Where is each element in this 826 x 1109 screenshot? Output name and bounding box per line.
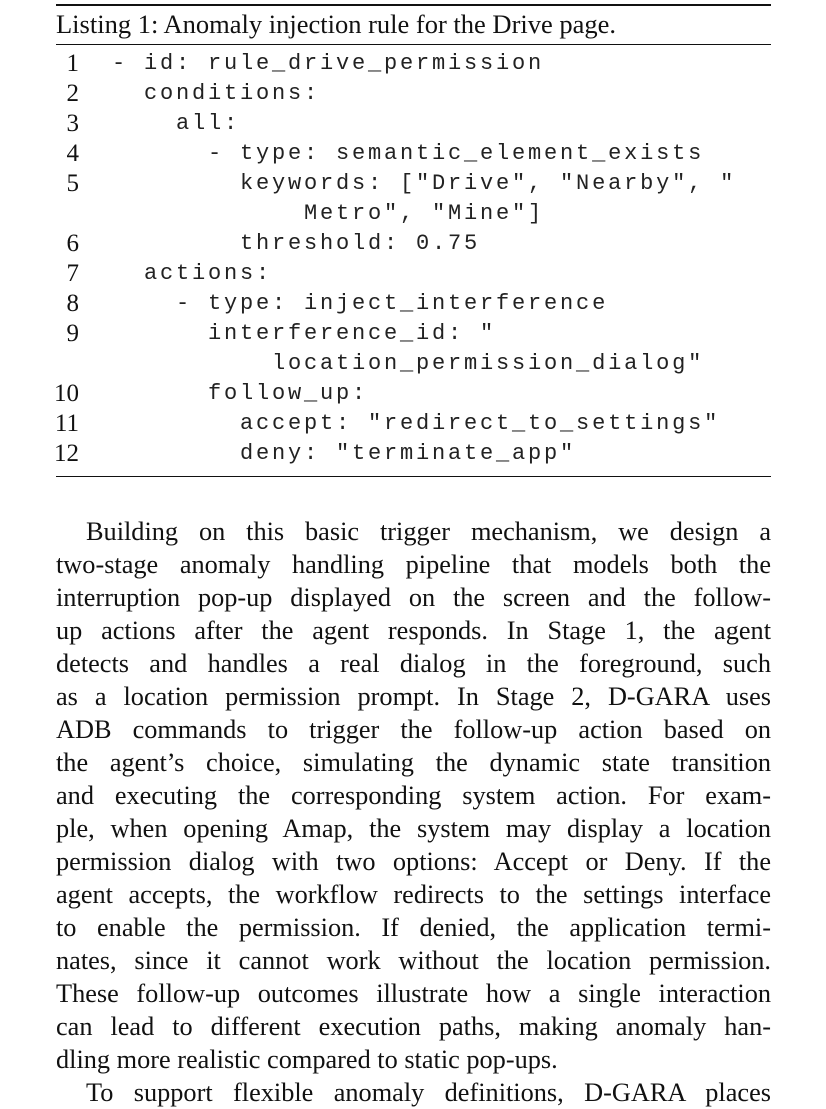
code-text: all: [112, 111, 241, 136]
code-text: keywords: ["Drive", "Nearby", " [112, 171, 737, 196]
code-text: conditions: [112, 81, 321, 106]
code-line [0, 259, 826, 289]
code-text: interference_id: " [112, 321, 497, 346]
line-number: 1 [66, 50, 79, 77]
code-line [0, 49, 826, 79]
code-line [0, 319, 826, 349]
code-text: actions: [112, 261, 273, 286]
line-number: 8 [66, 290, 79, 317]
line-number: 3 [66, 110, 79, 137]
line-number: 9 [66, 320, 79, 347]
code-text: - id: rule_drive_permission [112, 51, 545, 76]
code-text: deny: "terminate_app" [112, 441, 577, 466]
line-number: 2 [66, 80, 79, 107]
paragraph-line: ple, when opening Amap, the system may display a location [56, 814, 771, 843]
paragraph-line: Building on this basic trigger mechanism, we design a [86, 517, 771, 546]
paragraph-line: ADB commands to trigger the follow-up action based on [56, 715, 771, 744]
paragraph-line: as a location permission prompt. In Stage 2, D-GARA uses [56, 682, 771, 711]
paragraph-line: agent accepts, the workflow redirects to the settings interface [56, 880, 771, 909]
code-line [0, 109, 826, 139]
paragraph-line: interruption pop-up displayed on the screen and the follow- [56, 583, 771, 612]
line-number: 4 [66, 140, 79, 167]
line-number: 11 [54, 410, 79, 437]
line-number: 12 [54, 440, 79, 467]
listing-bottom-rule [56, 476, 771, 477]
paragraph-line: the agent’s choice, simulating the dynamic state transition [56, 748, 771, 777]
code-line [0, 229, 826, 259]
paragraph-line: and executing the corresponding system action. For exam- [56, 781, 771, 810]
code-text: - type: semantic_element_exists [112, 141, 705, 166]
code-text: - type: inject_interference [112, 291, 609, 316]
paragraph-line: can lead to different execution paths, making anomaly han- [56, 1012, 771, 1041]
paragraph-line: To support flexible anomaly definitions, D-GARA places [86, 1078, 771, 1107]
code-line [0, 439, 826, 469]
code-line [0, 289, 826, 319]
code-line [0, 409, 826, 439]
code-text: threshold: 0.75 [112, 231, 481, 256]
code-line [0, 79, 826, 109]
code-text: follow_up: [112, 381, 369, 406]
code-line [0, 379, 826, 409]
code-text: location_permission_dialog" [112, 351, 705, 376]
paragraph-line: These follow-up outcomes illustrate how a single interaction [56, 979, 771, 1008]
paragraph-line: nates, since it cannot work without the location permission. [56, 946, 771, 975]
code-text: Metro", "Mine"] [112, 201, 545, 226]
paragraph-line: detects and handles a real dialog in the foreground, such [56, 649, 771, 678]
code-line [0, 139, 826, 169]
code-text: accept: "redirect_to_settings" [112, 411, 721, 436]
listing-caption-rule [56, 44, 771, 45]
paragraph-line: to enable the permission. If denied, the application termi- [56, 913, 771, 942]
paragraph-line: two-stage anomaly handling pipeline that models both the [56, 550, 771, 579]
code-line [0, 169, 826, 199]
line-number: 6 [66, 230, 79, 257]
listing-caption: Listing 1: Anomaly injection rule for the Drive page. [56, 9, 617, 39]
paragraph-line: dling more realistic compared to static pop-ups. [56, 1045, 558, 1074]
code-line [0, 349, 826, 379]
line-number: 7 [66, 260, 79, 287]
line-number: 5 [66, 170, 79, 197]
paragraph-line: permission dialog with two options: Accept or Deny. If the [56, 847, 771, 876]
code-line [0, 199, 826, 229]
paragraph-line: up actions after the agent responds. In Stage 1, the agent [56, 616, 771, 645]
line-number: 10 [54, 380, 79, 407]
